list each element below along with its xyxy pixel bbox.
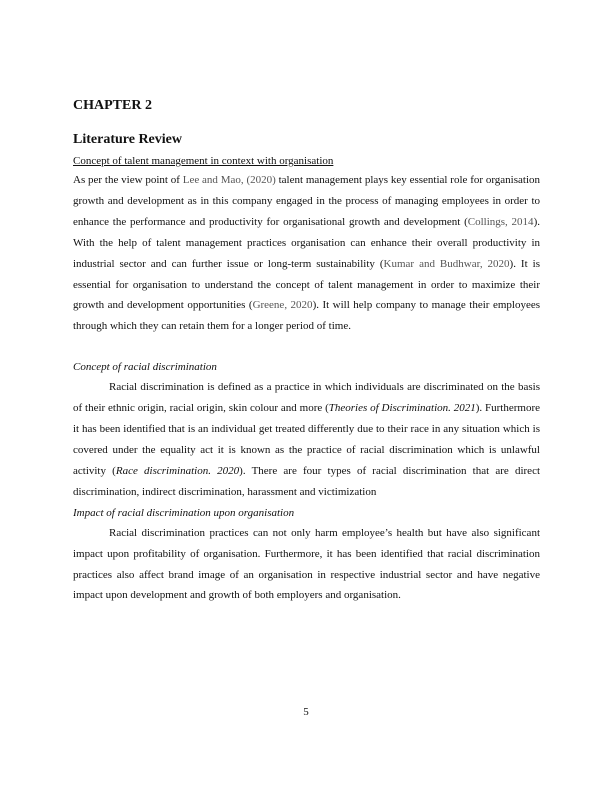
document-page [73,95,540,606]
impact-subtitle: Impact of racial discrimination upon organisation [73,506,295,519]
italic-citation: Race discrimination. 2020 [115,464,240,477]
talent-management-subtitle: Concept of talent management in context with organisation [73,155,334,167]
text-run: ). It is essential for organisation to understand the concept of talent management in order to maximize their growth and development opportunities ( [73,257,540,312]
talent-management-paragraph [73,170,540,337]
italic-citation: Theories of Discrimination. 2021 [328,402,476,415]
racial-discrimination-subtitle: Concept of racial discrimination [73,361,217,374]
citation: Collings, 2014 [467,215,534,228]
text-run: ). With the help of talent management practices organisation can enhance their overall productivity in industrial sector and can further issue or long-term sustainability ( [73,215,540,270]
text-run: ). It will help company to manage their employees through which they can retain them for a longer period of time. [73,299,540,333]
section-title: Literature Review [73,132,182,147]
chapter-heading: CHAPTER 2 [73,98,152,113]
text-run: ). There are four types of racial discrimination that are direct discrimination, indirect discrimination, harassment and victimization [73,464,541,498]
text-run: talent management plays key essential role for organisation growth and development as in this company engaged in the process of managing employees in order to enhance the performance and productivity for organisational growth and development ( [73,174,541,228]
impact-paragraph: Racial discrimination practices can not only harm employee’s health but have also significant impact upon profitability of organisation. Furthermore, it has been identified that racial discrimination practices also affect brand image of an organisation in respective industrial sector and have negative impact upon development and growth of both employers and organisation. [73,526,540,602]
racial-discrimination-paragraph [73,377,540,502]
text-run: As per the view point of [73,174,183,186]
text-run: Racial discrimination is defined as a practice in which individuals are discriminated on the basis of their ethnic origin, racial origin, skin colour and more ( [73,381,540,415]
citation: Greene, 2020 [252,299,313,312]
page-number: 5 [303,706,309,718]
citation: Kumar and Budhwar, 2020 [383,257,510,270]
citation: Lee and Mao, (2020) [182,174,276,186]
text-run: ). Furthermore it has been identified that is an individual get treated differently due to their race in any situation which is covered under the equality act it is known as the practice of racial discrimination which is unlawful activity ( [73,402,540,477]
